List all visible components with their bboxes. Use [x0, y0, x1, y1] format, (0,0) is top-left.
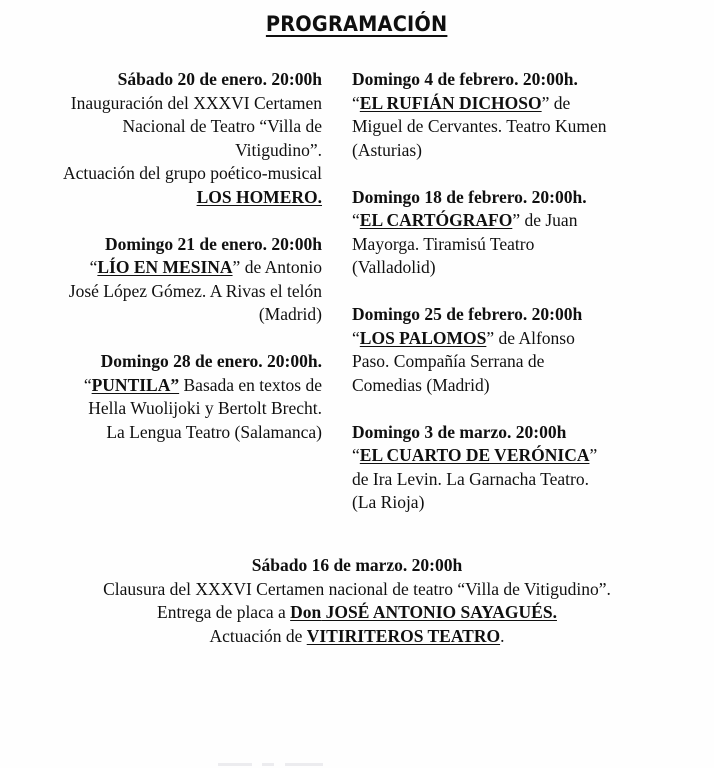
- entry-highlight: LÍO EN MESINA: [97, 257, 233, 278]
- closing-line: Clausura del XXXVI Certamen nacional de teatro “Villa de Vitigudino”.: [103, 578, 611, 599]
- entry-highlight: EL CUARTO DE VERÓNICA: [359, 445, 590, 466]
- programme-entry: [0, 68, 322, 209]
- entry-date: Domingo 28 de enero. 20:00h.: [100, 351, 322, 372]
- quote-open: “: [89, 257, 98, 278]
- entry-line: [0, 374, 322, 398]
- quote-close: ”: [589, 445, 598, 466]
- programme-column-right: [342, 68, 714, 515]
- entry-line: Nacional de Teatro “Villa de: [122, 116, 322, 137]
- closing-line: [0, 601, 714, 625]
- entry-highlight: EL CARTÓGRAFO: [359, 210, 513, 231]
- entry-text: de Alfonso: [494, 327, 575, 348]
- entry-text: de Juan: [520, 210, 578, 231]
- programme-columns: [0, 68, 714, 515]
- entry-text: de: [549, 92, 571, 113]
- programme-entry: [0, 233, 322, 327]
- entry-line: [0, 186, 322, 210]
- entry-highlight: EL RUFIÁN DICHOSO: [359, 92, 542, 113]
- entry-date: Domingo 18 de febrero. 20:00h.: [352, 186, 587, 207]
- closing-text: Entrega de placa a: [157, 602, 291, 623]
- programme-entry: [352, 68, 714, 162]
- closing-block: [0, 554, 714, 648]
- entry-line: Comedias (Madrid): [352, 374, 490, 395]
- quote-open: “: [352, 92, 360, 113]
- entry-date: Domingo 25 de febrero. 20:00h: [352, 304, 583, 325]
- quote-open: “: [352, 210, 360, 231]
- entry-line: Hella Wuolijoki y Bertolt Brecht.: [88, 398, 322, 419]
- programme-entry: [352, 303, 714, 397]
- entry-line: [352, 327, 714, 351]
- entry-line: [352, 209, 714, 233]
- entry-date: Sábado 20 de enero. 20:00h: [117, 69, 322, 89]
- quote-open: “: [83, 374, 92, 395]
- closing-period: .: [500, 625, 505, 646]
- entry-highlight: LOS PALOMOS: [359, 327, 487, 348]
- entry-highlight: LOS HOMERO.: [196, 186, 322, 207]
- quote-open: “: [352, 327, 360, 348]
- closing-date: Sábado 16 de marzo. 20:00h: [251, 555, 463, 575]
- programme-entry: [352, 421, 714, 515]
- programme-entry: [352, 186, 714, 280]
- entry-line: La Lengua Teatro (Salamanca): [106, 421, 322, 442]
- entry-line: Inauguración del XXXVI Certamen: [70, 92, 322, 113]
- entry-line: Paso. Compañía Serrana de: [352, 351, 545, 372]
- quote-close: ”: [486, 327, 495, 348]
- entry-line: Miguel de Cervantes. Teatro Kumen: [352, 116, 607, 137]
- entry-line: Actuación del grupo poético-musical: [62, 163, 322, 184]
- entry-line: (Madrid): [258, 304, 322, 325]
- entry-date: Domingo 4 de febrero. 20:00h.: [352, 69, 578, 89]
- entry-line: [0, 256, 322, 280]
- entry-line: (La Rioja): [352, 492, 425, 513]
- programme-entry: [0, 350, 322, 444]
- closing-text: Actuación de: [209, 625, 307, 646]
- entry-line: (Valladolid): [352, 257, 436, 278]
- scan-artifact: [285, 763, 323, 766]
- entry-line: [352, 444, 714, 468]
- entry-text: Basada en textos de: [179, 374, 322, 395]
- entry-text: de Antonio: [240, 257, 322, 278]
- page-title: PROGRAMACIÓN: [266, 12, 448, 36]
- scan-artifact: [218, 763, 252, 766]
- entry-line: [352, 92, 714, 116]
- entry-line: Mayorga. Tiramisú Teatro: [352, 233, 535, 254]
- entry-date: Domingo 3 de marzo. 20:00h: [352, 421, 567, 442]
- scan-artifact: [262, 763, 274, 766]
- honoree-title: Don: [290, 602, 322, 623]
- closing-line: [0, 625, 714, 649]
- entry-line: (Asturias): [352, 139, 422, 160]
- entry-highlight: PUNTILA”: [91, 374, 180, 395]
- quote-close: ”: [232, 257, 241, 278]
- page-title-container: [0, 0, 714, 36]
- quote-open: “: [352, 445, 360, 466]
- entry-line: Vitigudino”.: [235, 139, 322, 160]
- entry-line: José López Gómez. A Rivas el telón: [68, 280, 322, 301]
- quote-close: ”: [541, 92, 550, 113]
- closing-company: VITIRITEROS TEATRO: [306, 625, 501, 646]
- programme-column-left: [0, 68, 342, 444]
- quote-close: ”: [512, 210, 521, 231]
- entry-date: Domingo 21 de enero. 20:00h: [105, 233, 322, 254]
- honoree-name: JOSÉ ANTONIO SAYAGUÉS.: [321, 602, 557, 623]
- entry-line: de Ira Levin. La Garnacha Teatro.: [352, 468, 590, 489]
